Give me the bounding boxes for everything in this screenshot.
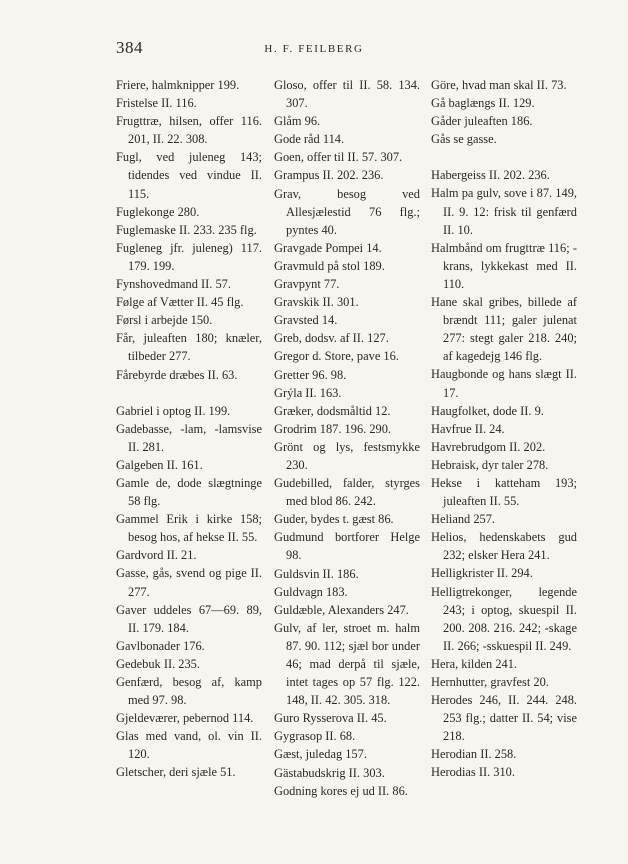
index-entry: Fuglekonge 280.: [116, 204, 200, 219]
index-entry: Gudmund bortforer Helge 98.: [274, 530, 420, 563]
index-entry: Gloso, offer til II. 58. 134. 307.: [274, 78, 420, 111]
index-entry: Gåder juleaften 186.: [431, 114, 533, 129]
index-entry: Fårebyrde dræbes II. 63.: [116, 367, 238, 382]
index-entry: Greb, dodsv. af II. 127.: [274, 331, 389, 346]
index-entry: Haugbonde og hans slægt II. 17.: [431, 367, 577, 400]
index-entry: Gulv, af ler, stroet m. halm 87. 90. 112; sjæl bor under 46; mad derpå til sjæle, intet tages op 57 flg. 122. 148, II. 42. 305. 318.: [274, 620, 420, 708]
index-entry: Gedebuk II. 235.: [116, 656, 200, 671]
index-entry: Fugleneg jfr. juleneg) 117. 179. 199.: [116, 240, 262, 273]
index-entry: Goen, offer til II. 57. 307.: [274, 150, 403, 165]
index-entry: Gæst, juledag 157.: [274, 747, 367, 762]
index-entry: Gravmuld på stol 189.: [274, 258, 385, 273]
index-entry: Grampus II. 202. 236.: [274, 168, 384, 183]
index-entry: Førsl i arbejde 150.: [116, 313, 213, 328]
index-entry: Følge af Vætter II. 45 flg.: [116, 295, 244, 310]
index-entry: Grýla II. 163.: [274, 385, 342, 400]
index-entry: Hebraisk, dyr taler 278.: [431, 457, 549, 472]
index-entry: Gjeldeværer, pebernod 114.: [116, 711, 254, 726]
index-column-3: [431, 76, 577, 782]
index-entry: Havrebrudgom II. 202.: [431, 439, 546, 454]
index-entry: Gasse, gås, svend og pige II. 277.: [116, 566, 262, 599]
index-entry: Göre, hvad man skal II. 73.: [431, 78, 567, 92]
index-entry: Helios, hedenskabets gud 232; elsker Hera 241.: [431, 530, 577, 563]
index-entry: Gardvord II. 21.: [116, 548, 197, 563]
page-header: [0, 38, 628, 62]
index-entry: Gammel Erik i kirke 158; besog hos, af hekse II. 55.: [116, 512, 262, 545]
index-entry: Guldvagn 183.: [274, 584, 348, 599]
index-entry: Gretter 96. 98.: [274, 367, 347, 382]
index-entry: Guldæble, Alexanders 247.: [274, 602, 409, 617]
index-entry: Gravgade Pompei 14.: [274, 240, 382, 255]
index-entry: Herodian II. 258.: [431, 747, 517, 762]
index-entry: Gletscher, deri sjæle 51.: [116, 765, 236, 780]
index-column-1: [116, 76, 262, 782]
page-number: 384: [116, 38, 143, 57]
index-entry: Guro Rysserova II. 45.: [274, 711, 387, 726]
index-column-2: [274, 76, 420, 800]
index-entry: Gaver uddeles 67—69. 89, II. 179. 184.: [116, 602, 262, 635]
index-entry: Hera, kilden 241.: [431, 656, 518, 671]
index-entry: Gadebasse, -lam, -lamsvise II. 281.: [116, 421, 262, 454]
index-entry: Grodrim 187. 196. 290.: [274, 421, 392, 436]
index-entry: Gravskik II. 301.: [274, 295, 359, 310]
index-entry: Grönt og lys, festsmykke 230.: [274, 439, 420, 472]
index-entry: Gygrasop II. 68.: [274, 729, 356, 744]
index-entry: Herodes 246, II. 244. 248. 253 flg.; datter II. 54; vise 218.: [431, 693, 577, 744]
index-entry: Hernhutter, gravfest 20.: [431, 675, 549, 689]
index-entry: Godning kores ej ud II. 86.: [274, 783, 408, 798]
index-entry: Halmbånd om frugttræ 116; -krans, lykkekast med II. 110.: [431, 240, 577, 291]
index-entry: Glåm 96.: [274, 114, 321, 129]
index-entry: Gås se gasse.: [431, 132, 497, 147]
index-entry: Hekse i katteham 193; juleaften II. 55.: [431, 475, 577, 509]
index-entry: Får, juleaften 180; knæler, tilbeder 277.: [116, 331, 262, 364]
index-entry: Galgeben II. 161.: [116, 457, 203, 472]
index-entry: Fugl, ved juleneg 143; tidendes ved vindue II. 115.: [116, 150, 262, 201]
index-entry: Græker, dodsmåltid 12.: [274, 403, 391, 418]
index-entry: Guldsvin II. 186.: [274, 566, 359, 581]
index-entry: Frugttræ, hilsen, offer 116. 201, II. 22. 308.: [116, 114, 262, 147]
index-entry: Guder, bydes t. gæst 86.: [274, 512, 394, 527]
index-entry: Gravsted 14.: [274, 313, 338, 328]
index-entry: Fynshovedmand II. 57.: [116, 277, 231, 292]
index-entry: Gamle de, dode slægtninge 58 flg.: [116, 475, 262, 509]
index-entry: Glas med vand, ol. vin II. 120.: [116, 729, 262, 762]
index-entry: Grav, besog ved Allesjælestid 76 flg.; pyntes 40.: [274, 186, 420, 237]
running-title: H. F. FEILBERG: [264, 43, 364, 55]
index-entry: Gabriel i optog II. 199.: [116, 403, 231, 418]
index-entry: Fristelse II. 116.: [116, 96, 197, 111]
index-entry: Heliand 257.: [431, 512, 496, 527]
index-entry: Haugfolket, dode II. 9.: [431, 403, 544, 418]
index-entry: Gå baglængs II. 129.: [431, 96, 535, 111]
index-entry: Gode råd 114.: [274, 132, 345, 147]
index-entry: Helligkrister II. 294.: [431, 566, 533, 581]
index-entry: Fuglemaske II. 233. 235 flg.: [116, 222, 257, 237]
index-entry: Helligtrekonger, legende 243; i optog, skuespil II. 200. 208. 216. 242; -skage II. 266; -sskuespil II. 249.: [431, 584, 577, 653]
index-entry: Hane skal gribes, billede af brændt 111; galer julenat 277: stegt galer 218. 240; af kagedejg 146 flg.: [431, 295, 577, 364]
index-entry: Havfrue II. 24.: [431, 421, 505, 436]
index-entry: Gästabudskrig II. 303.: [274, 765, 385, 780]
index-entry: Gudebilled, falder, styrges med blod 86. 242.: [274, 476, 420, 509]
index-entry: Genfærd, besog af, kamp med 97. 98.: [116, 675, 262, 708]
index-entry: Halm pa gulv, sove i 87. 149, II. 9. 12: frisk til genfærd II. 10.: [431, 186, 577, 237]
index-entry: Gregor d. Store, pave 16.: [274, 349, 399, 364]
index-entry: Gravpynt 77.: [274, 277, 340, 292]
index-entry: Gavlbonader 176.: [116, 638, 205, 653]
index-entry: Herodias II. 310.: [431, 765, 515, 780]
index-entry: Habergeiss II. 202. 236.: [431, 168, 550, 183]
index-entry: Friere, halmknipper 199.: [116, 78, 240, 92]
